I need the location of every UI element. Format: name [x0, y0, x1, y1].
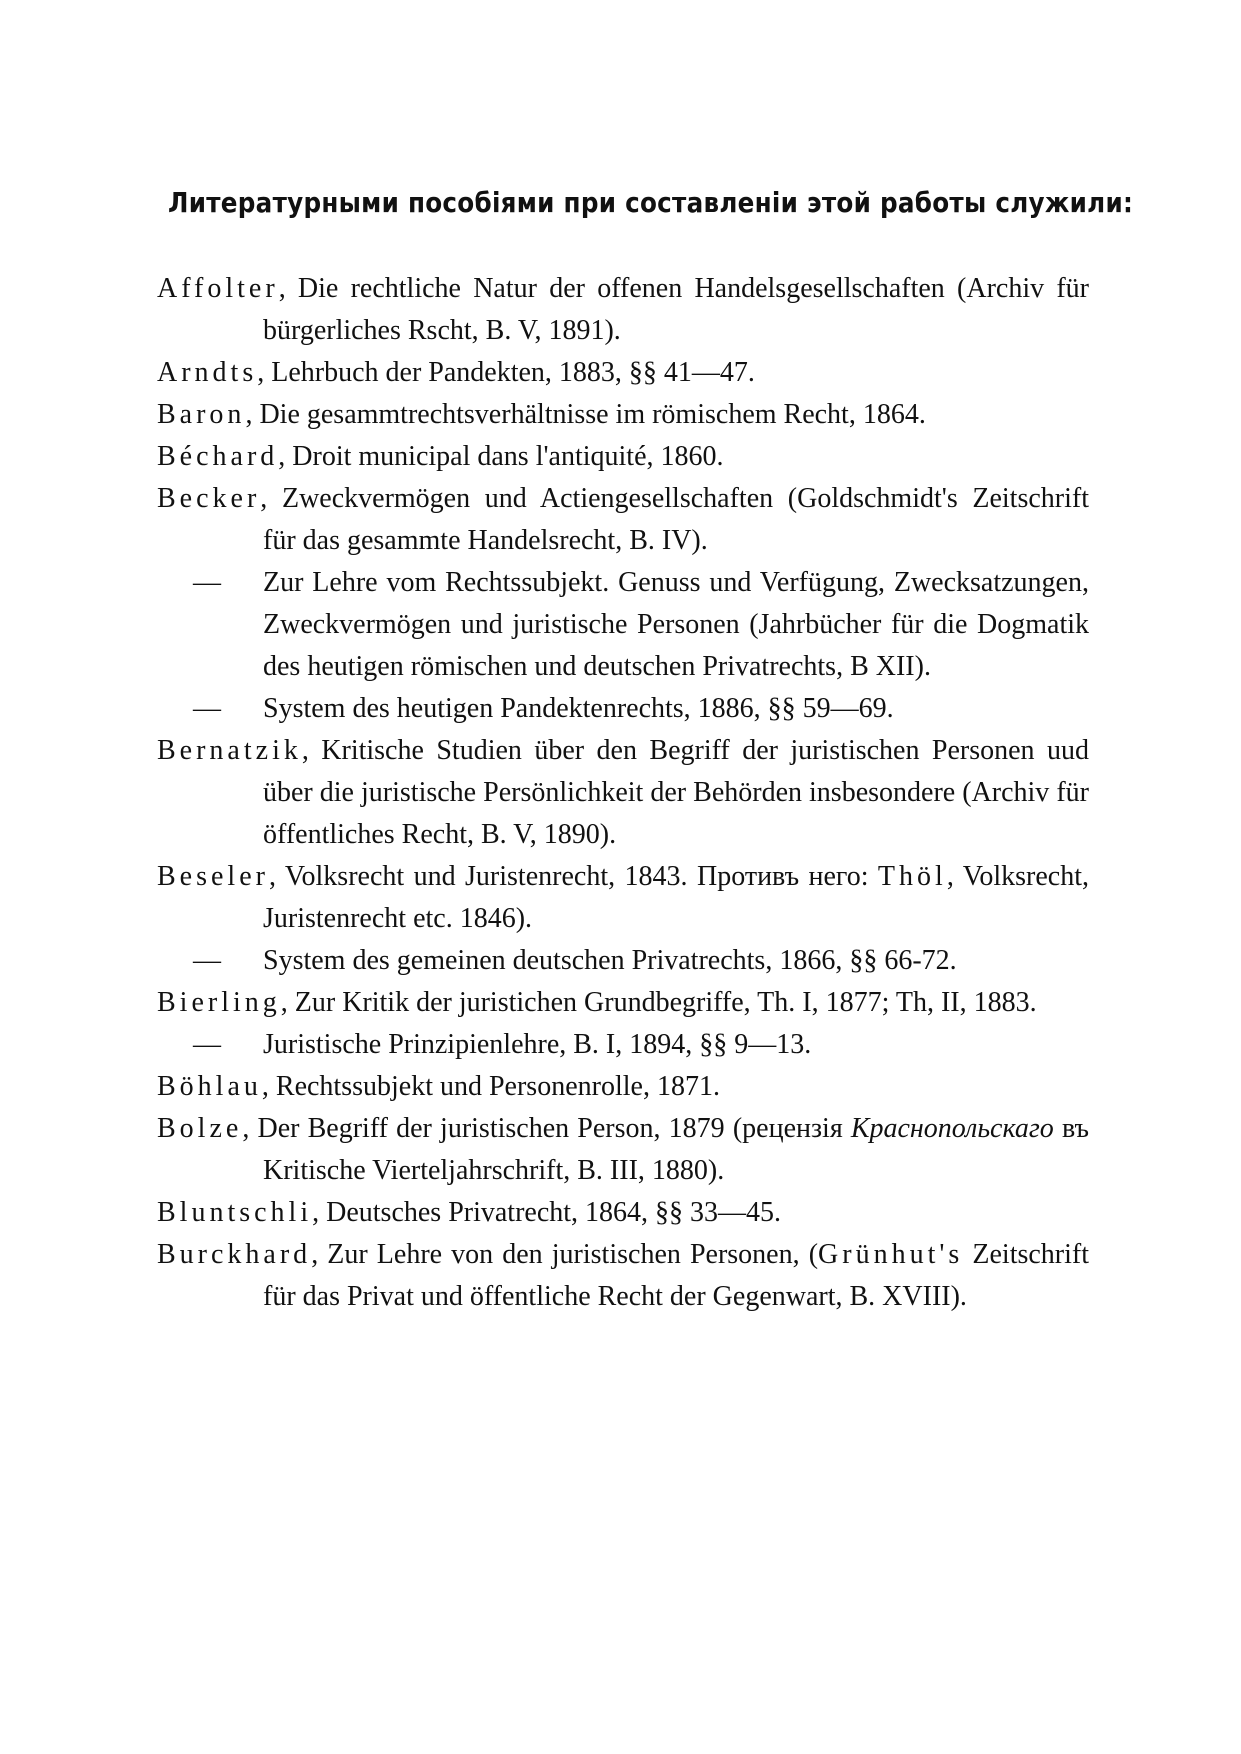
- ditto-dash: —: [193, 693, 221, 724]
- author-name: Böhlau: [157, 1071, 262, 1102]
- entry-text: , Kritische Studien über den Begriff der juristischen Personen uud über die juristische Persönlichkeit der Behörden insbesondere (Archiv für öffentliches Recht, B. V, 1890).: [263, 735, 1089, 850]
- entry-text: , Zweckvermögen und Actiengesellschaften (Goldschmidt's Zeitschrift für das gesammte Handelsrecht, B. IV).: [260, 483, 1089, 556]
- entry-text: , Deutsches Privatrecht, 1864, §§ 33—45.: [312, 1197, 782, 1228]
- ditto-dash: —: [193, 1029, 221, 1060]
- page-heading: Литературными пособіями при составленіи этой работы служили:: [168, 186, 1134, 219]
- entry-text: , Droit municipal dans l'antiquité, 1860.: [278, 441, 724, 472]
- entry-text: Zur Lehre vom Rechtssubjekt. Genuss und Verfügung, Zwecksatzungen, Zweckvermögen und juristische Personen (Jahrbücher für die Dogmatik des heutigen römischen und deutschen Privatrechts, B XII).: [263, 567, 1089, 682]
- bibliography-entry: [157, 1234, 1089, 1318]
- bibliography-entry: [157, 268, 1089, 352]
- entry-text: , Zur Lehre von den juristischen Personen, (: [311, 1239, 819, 1270]
- bibliography-entry: [157, 1192, 1089, 1234]
- author-name: Burckhard: [157, 1239, 312, 1270]
- author-name: Bolze: [157, 1113, 243, 1144]
- bibliography-entry: [157, 856, 1089, 940]
- entry-text-continued: въ Kritische Vierteljahrschrift, B. III, 1880).: [263, 1113, 1089, 1186]
- entry-text: , Die rechtliche Natur der offenen Handelsgesellschaften (Archiv für bürgerliches Rscht, B. V, 1891).: [263, 273, 1089, 346]
- author-name: Affolter: [157, 273, 279, 304]
- entry-text: , Zur Kritik der juristichen Grundbegriffe, Th. I, 1877; Th, II, 1883.: [280, 987, 1037, 1018]
- ditto-dash: —: [193, 945, 221, 976]
- bibliography-entry: [157, 436, 1089, 478]
- bibliography-entry: [157, 478, 1089, 562]
- bibliography-sub-entry: [157, 940, 1089, 982]
- bibliography-sub-entry: [157, 1024, 1089, 1066]
- author-name: Arndts: [157, 357, 258, 388]
- bibliography-entry: [157, 1108, 1089, 1192]
- author-name-secondary: Thöl: [877, 861, 947, 892]
- author-name: Becker: [157, 483, 261, 514]
- bibliography-list: [157, 268, 1089, 1318]
- entry-text: , Der Begriff der juristischen Person, 1879 (рецензія: [242, 1113, 851, 1144]
- author-name: Béchard: [157, 441, 279, 472]
- entry-text: System des gemeinen deutschen Privatrechts, 1866, §§ 66-72.: [263, 945, 957, 976]
- bibliography-entry: [157, 394, 1089, 436]
- author-name: Bierling: [157, 987, 281, 1018]
- bibliography-entry: [157, 1066, 1089, 1108]
- entry-text: System des heutigen Pandektenrechts, 1886, §§ 59—69.: [263, 693, 894, 724]
- author-name: Bernatzik: [157, 735, 302, 766]
- ditto-dash: —: [193, 567, 221, 598]
- author-name-secondary: Grünhut's: [818, 1239, 964, 1270]
- entry-text: , Die gesammtrechtsverhältnisse im römischem Recht, 1864.: [245, 399, 926, 430]
- entry-text: , Lehrbuch der Pandekten, 1883, §§ 41—47.: [257, 357, 755, 388]
- author-name: Baron: [157, 399, 246, 430]
- bibliography-entry: [157, 352, 1089, 394]
- bibliography-entry: [157, 730, 1089, 856]
- entry-text: , Volksrecht und Juristenrecht, 1843. Противъ него:: [268, 861, 878, 892]
- bibliography-entry: [157, 982, 1089, 1024]
- entry-text-continued: , Volksrecht, Juristenrecht etc. 1846).: [263, 861, 1089, 934]
- author-name: Bluntschli: [157, 1197, 313, 1228]
- entry-text: Juristische Prinzipienlehre, B. I, 1894, §§ 9—13.: [263, 1029, 812, 1060]
- bibliography-sub-entry: [157, 688, 1089, 730]
- bibliography-sub-entry: [157, 562, 1089, 688]
- entry-text-continued: Zeitschrift für das Privat und öffentliche Recht der Gegenwart, B. XVIII).: [263, 1239, 1090, 1312]
- italic-name: Краснопольскаго: [850, 1113, 1054, 1144]
- author-name: Beseler: [157, 861, 269, 892]
- entry-text: , Rechtssubjekt und Personenrolle, 1871.: [261, 1071, 720, 1102]
